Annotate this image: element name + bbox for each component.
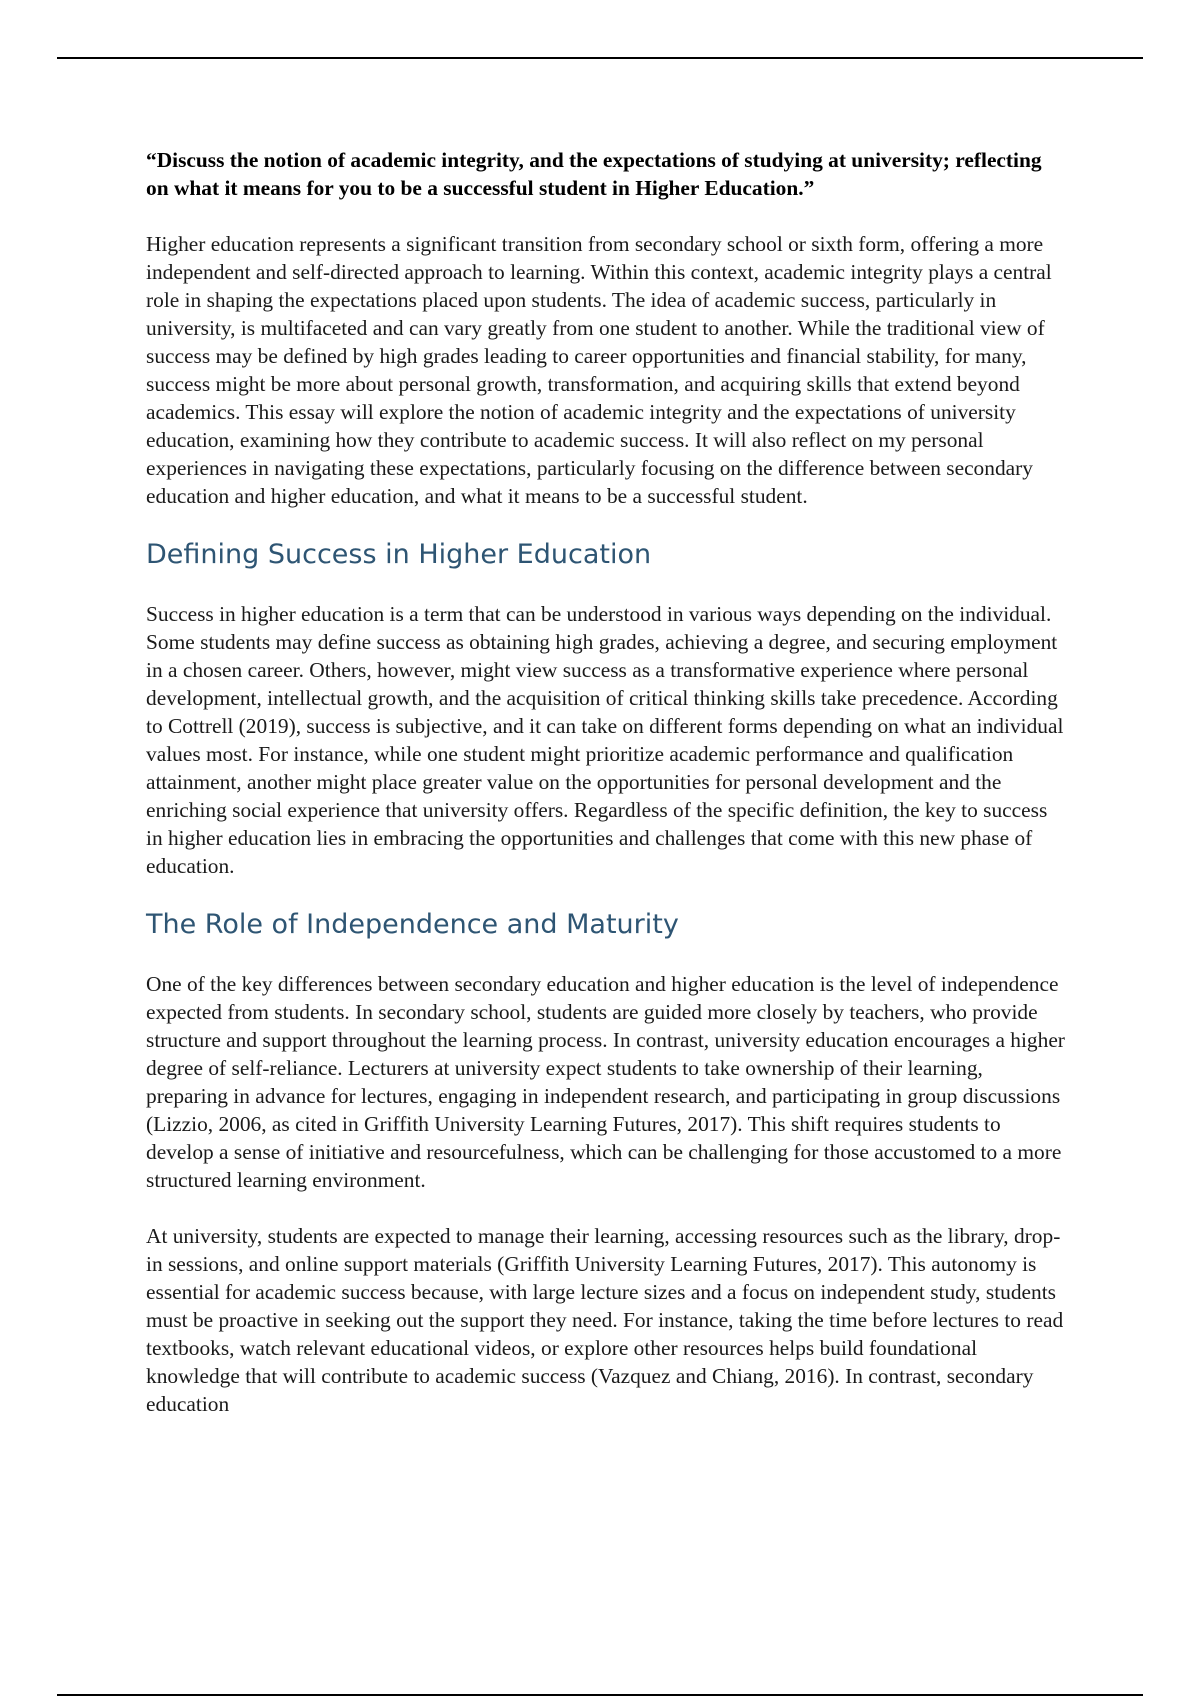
footer-rule <box>57 1694 1143 1696</box>
section-independence-paragraph-2: At university, students are expected to manage their learning, accessing resources such as the library, drop-in sessions, and online support materials (Griffith University Learning Futures, 2017). This autonomy is essential for academic success because, with large lecture sizes and a focus on independent study, students must be proactive in seeking out the support they need. For instance, taking the time before lectures to read textbooks, watch relevant educational videos, or explore other resources helps build foundational knowledge that will contribute to academic success (Vazquez and Chiang, 2016). In contrast, secondary education <box>146 1224 1064 1416</box>
document-body <box>146 146 1066 1418</box>
section-heading-success: Defining Success in Higher Education <box>146 539 652 570</box>
section-heading-independence: The Role of Independence and Maturity <box>146 909 679 940</box>
section-independence-paragraph-1: One of the key differences between secondary education and higher education is the level of independence expected from students. In secondary school, students are guided more closely by teachers, who provide structure and support throughout the learning process. In contrast, university education encourages a higher degree of self-reliance. Lecturers at university expect students to take ownership of their learning, preparing in advance for lectures, engaging in independent research, and participating in group discussions (Lizzio, 2006, as cited in Griffith University Learning Futures, 2017). This shift requires students to develop a sense of initiative and resourcefulness, which can be challenging for those accustomed to a more structured learning environment. <box>146 972 1065 1192</box>
section-success-paragraph: Success in higher education is a term that can be understood in various ways depending on the individual. Some students may define success as obtaining high grades, achieving a degree, and securing employment in a chosen career. Others, however, might view success as a transformative experience where personal development, intellectual growth, and the acquisition of critical thinking skills take precedence. According to Cottrell (2019), success is subjective, and it can take on different forms depending on what an individual values most. For instance, while one student might prioritize academic performance and qualification attainment, another might place greater value on the opportunities for personal development and the enriching social experience that university offers. Regardless of the specific definition, the key to success in higher education lies in embracing the opportunities and challenges that come with this new phase of education. <box>146 602 1064 878</box>
header-rule <box>57 57 1143 59</box>
intro-paragraph: Higher education represents a significant transition from secondary school or sixth form, offering a more independent and self-directed approach to learning. Within this context, academic integrity plays a central role in shaping the expectations placed upon students. The idea of academic success, particularly in university, is multifaceted and can vary greatly from one student to another. While the traditional view of success may be defined by high grades leading to career opportunities and financial stability, for many, success might be more about personal growth, transformation, and acquiring skills that extend beyond academics. This essay will explore the notion of academic integrity and the expectations of university education, examining how they contribute to academic success. It will also reflect on my personal experiences in navigating these expectations, particularly focusing on the difference between secondary education and higher education, and what it means to be a successful student. <box>146 232 1052 508</box>
essay-prompt: “Discuss the notion of academic integrity, and the expectations of studying at university; reflecting on what it means for you to be a successful student in Higher Education.” <box>146 148 1042 200</box>
